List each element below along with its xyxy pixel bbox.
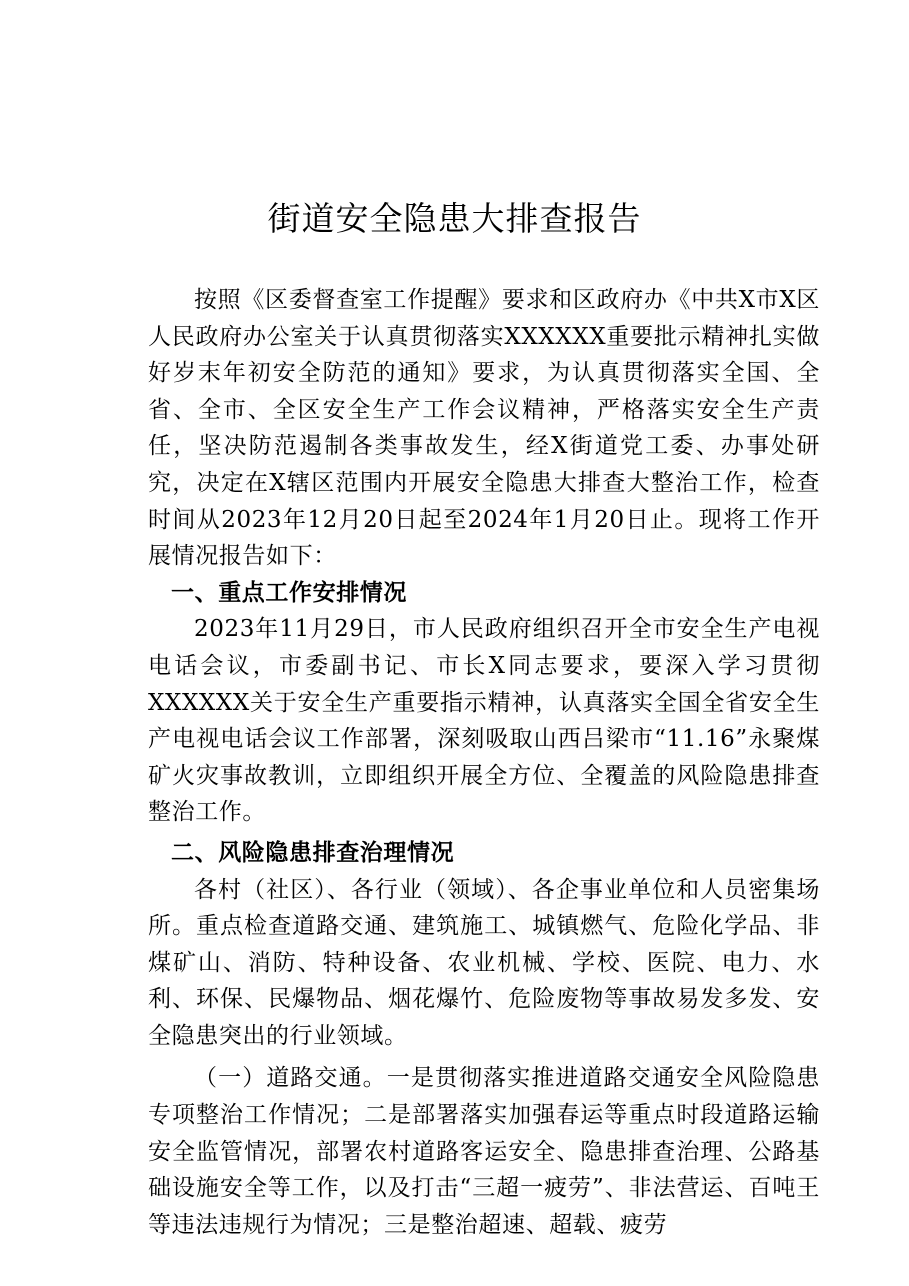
document-title: 街道安全隐患大排查报告: [267, 199, 642, 238]
section-heading-2: 二、风险隐患排查治理情况: [171, 839, 455, 866]
section-2-paragraph: 各村（社区）、各行业（领域）、各企事业单位和人员密集场所。重点检查道路交通、建筑施工、城镇燃气、危险化学品、非煤矿山、消防、特种设备、农业机械、学校、医院、电力、水利、环保、民爆物品、烟花爆竹、危险废物等事故易发多发、安全隐患突出的行业领域。: [148, 876, 820, 1049]
document-body: [148, 282, 820, 1243]
subsection-1-paragraph: （一）道路交通。一是贯彻落实推进道路交通安全风险隐患专项整治工作情况；二是部署落实加强春运等重点时段道路运输安全监管情况，部署农村道路客运安全、隐患排查治理、公路基础设施安全等工作，以及打击“三超一疲劳”、非法营运、百吨王等违法违规行为情况；三是整治超速、超载、疲劳: [148, 1065, 820, 1238]
section-heading-1: 一、重点工作安排情况: [171, 579, 407, 606]
intro-paragraph: 按照《区委督查室工作提醒》要求和区政府办《中共X市X区人民政府办公室关于认真贯彻落实XXXXXX重要批示精神扎实做好岁末年初安全防范的通知》要求，为认真贯彻落实全国、全省、全市、全区安全生产工作会议精神，严格落实安全生产责任，坚决防范遏制各类事故发生，经X街道党工委、办事处研究，决定在X辖区范围内开展安全隐患大排查大整治工作，检查时间从2023年12月20日起至2024年1月20日止。现将工作开展情况报告如下：: [148, 287, 820, 570]
section-1-paragraph: 2023年11月29日，市人民政府组织召开全市安全生产电视电话会议，市委副书记、市长X同志要求，要深入学习贯彻XXXXXX关于安全生产重要指示精神，认真落实全国全省安全生产电视电话会议工作部署，深刻吸取山西吕梁市“11.16”永聚煤矿火灾事故教训，立即组织开展全方位、全覆盖的风险隐患排查整治工作。: [148, 616, 820, 826]
